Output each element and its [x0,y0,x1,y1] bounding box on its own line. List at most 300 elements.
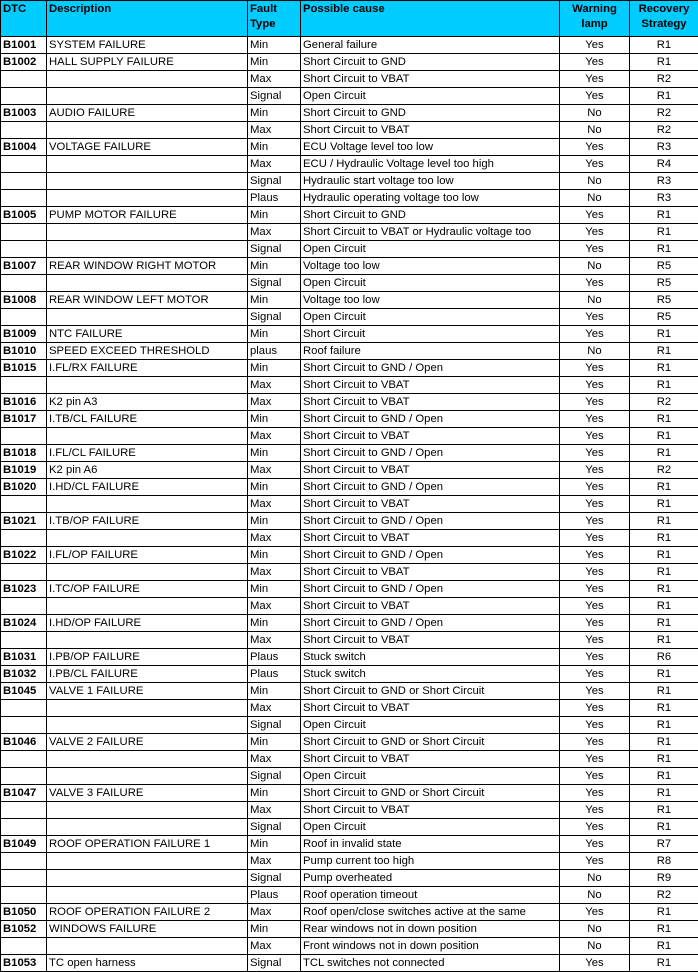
fault-type-cell: Signal [248,275,301,292]
recovery-strategy-cell: R1 [630,921,698,938]
recovery-strategy-cell: R1 [630,54,698,71]
fault-type-cell: Signal [248,819,301,836]
warning-lamp-cell: No [560,122,630,139]
possible-cause-cell: Short Circuit [301,326,560,343]
warning-lamp-cell: Yes [560,326,630,343]
warning-lamp-cell: Yes [560,904,630,921]
table-row [1,241,698,258]
table-row [1,649,698,666]
recovery-strategy-cell: R2 [630,71,698,88]
warning-lamp-cell: Yes [560,275,630,292]
warning-lamp-cell: Yes [560,853,630,870]
description-cell [47,632,248,649]
recovery-strategy-cell: R5 [630,275,698,292]
table-row [1,71,698,88]
recovery-strategy-cell: R7 [630,836,698,853]
warning-lamp-cell: Yes [560,445,630,462]
table-row [1,581,698,598]
recovery-strategy-cell: R1 [630,445,698,462]
description-cell: I.HD/CL FAILURE [47,479,248,496]
recovery-strategy-cell: R1 [630,938,698,955]
fault-type-cell: Plaus [248,666,301,683]
description-cell: PUMP MOTOR FAILURE [47,207,248,224]
warning-lamp-cell: Yes [560,360,630,377]
possible-cause-cell: Open Circuit [301,88,560,105]
recovery-strategy-cell: R1 [630,88,698,105]
description-cell: REAR WINDOW LEFT MOTOR [47,292,248,309]
dtc-cell [1,428,47,445]
recovery-strategy-cell: R1 [630,360,698,377]
table-row [1,360,698,377]
recovery-strategy-cell: R1 [630,819,698,836]
dtc-cell [1,717,47,734]
warning-lamp-cell: Yes [560,700,630,717]
dtc-cell [1,241,47,258]
description-cell: I.TC/OP FAILURE [47,581,248,598]
warning-lamp-cell: Yes [560,666,630,683]
description-cell [47,700,248,717]
description-cell: I.FL/CL FAILURE [47,445,248,462]
recovery-strategy-cell: R1 [630,513,698,530]
possible-cause-cell: Roof in invalid state [301,836,560,853]
recovery-strategy-cell: R1 [630,785,698,802]
description-cell [47,428,248,445]
recovery-strategy-cell: R1 [630,717,698,734]
fault-type-cell: Max [248,938,301,955]
recovery-strategy-cell: R1 [630,734,698,751]
table-row [1,139,698,156]
table-row [1,445,698,462]
table-row [1,411,698,428]
fault-type-cell: Max [248,564,301,581]
description-cell: VALVE 3 FAILURE [47,785,248,802]
fault-type-cell: Max [248,377,301,394]
warning-lamp-cell: Yes [560,683,630,700]
dtc-cell [1,190,47,207]
description-cell: I.FL/RX FAILURE [47,360,248,377]
description-cell [47,938,248,955]
table-row [1,343,698,360]
dtc-cell: B1050 [1,904,47,921]
description-cell [47,88,248,105]
warning-lamp-cell: No [560,190,630,207]
table-row [1,530,698,547]
recovery-strategy-cell: R1 [630,615,698,632]
possible-cause-cell: Open Circuit [301,241,560,258]
possible-cause-cell: Short Circuit to VBAT [301,700,560,717]
possible-cause-cell: Hydraulic start voltage too low [301,173,560,190]
warning-lamp-cell: Yes [560,734,630,751]
fault-type-cell: Max [248,156,301,173]
description-cell [47,751,248,768]
recovery-strategy-cell: R3 [630,139,698,156]
possible-cause-cell: Open Circuit [301,717,560,734]
fault-type-cell: Min [248,547,301,564]
dtc-cell [1,938,47,955]
description-cell [47,309,248,326]
dtc-cell [1,870,47,887]
recovery-strategy-cell: R1 [630,598,698,615]
recovery-strategy-cell: R1 [630,37,698,54]
warning-lamp-cell: No [560,343,630,360]
table-row [1,105,698,122]
possible-cause-cell: Roof open/close switches active at the same [301,904,560,921]
possible-cause-cell: Short Circuit to VBAT [301,598,560,615]
possible-cause-cell: Short Circuit to VBAT [301,564,560,581]
recovery-strategy-cell: R1 [630,207,698,224]
possible-cause-cell: Open Circuit [301,309,560,326]
possible-cause-cell: TCL switches not connected [301,955,560,972]
description-cell [47,853,248,870]
warning-lamp-cell: Yes [560,615,630,632]
possible-cause-cell: Voltage too low [301,258,560,275]
dtc-cell [1,819,47,836]
table-row [1,870,698,887]
possible-cause-cell: Voltage too low [301,292,560,309]
dtc-cell [1,156,47,173]
possible-cause-cell: Short Circuit to GND / Open [301,615,560,632]
fault-type-cell: Signal [248,768,301,785]
recovery-strategy-cell: R1 [630,666,698,683]
recovery-strategy-cell: R1 [630,411,698,428]
recovery-strategy-cell: R1 [630,479,698,496]
description-cell [47,717,248,734]
description-cell: K2 pin A6 [47,462,248,479]
dtc-cell [1,700,47,717]
description-cell: I.PB/OP FAILURE [47,649,248,666]
description-cell: TC open harness [47,955,248,972]
recovery-strategy-cell: R1 [630,700,698,717]
description-cell [47,819,248,836]
recovery-strategy-cell: R1 [630,224,698,241]
possible-cause-cell: Roof failure [301,343,560,360]
dtc-cell [1,224,47,241]
warning-lamp-cell: Yes [560,207,630,224]
warning-lamp-cell: Yes [560,71,630,88]
table-row [1,292,698,309]
dtc-cell: B1031 [1,649,47,666]
fault-type-cell: Max [248,853,301,870]
table-row [1,700,698,717]
description-cell [47,530,248,547]
dtc-cell [1,598,47,615]
dtc-cell: B1020 [1,479,47,496]
possible-cause-cell: ECU / Hydraulic Voltage level too high [301,156,560,173]
warning-lamp-cell: Yes [560,955,630,972]
description-cell [47,870,248,887]
dtc-cell: B1022 [1,547,47,564]
dtc-cell [1,802,47,819]
table-row [1,921,698,938]
recovery-strategy-cell: R1 [630,530,698,547]
dtc-cell: B1052 [1,921,47,938]
fault-type-cell: Min [248,836,301,853]
description-cell: VALVE 2 FAILURE [47,734,248,751]
table-row [1,122,698,139]
fault-type-cell: Min [248,360,301,377]
possible-cause-cell: Short Circuit to GND / Open [301,411,560,428]
possible-cause-cell: Short Circuit to GND or Short Circuit [301,785,560,802]
recovery-strategy-cell: R1 [630,241,698,258]
dtc-cell: B1015 [1,360,47,377]
possible-cause-cell: Pump current too high [301,853,560,870]
recovery-strategy-cell: R1 [630,547,698,564]
recovery-strategy-cell: R2 [630,105,698,122]
table-row [1,632,698,649]
table-row [1,683,698,700]
warning-lamp-cell: Yes [560,768,630,785]
fault-type-cell: Max [248,462,301,479]
warning-lamp-cell: Yes [560,37,630,54]
description-cell: ROOF OPERATION FAILURE 1 [47,836,248,853]
dtc-cell [1,853,47,870]
warning-lamp-cell: Yes [560,598,630,615]
possible-cause-cell: Open Circuit [301,275,560,292]
recovery-strategy-cell: R1 [630,326,698,343]
fault-type-cell: Signal [248,241,301,258]
dtc-cell [1,751,47,768]
dtc-cell [1,496,47,513]
recovery-strategy-cell: R1 [630,802,698,819]
table-row [1,258,698,275]
fault-type-cell: Min [248,37,301,54]
warning-lamp-cell: No [560,292,630,309]
warning-lamp-cell: Yes [560,564,630,581]
dtc-cell [1,173,47,190]
warning-lamp-cell: No [560,173,630,190]
warning-lamp-cell: Yes [560,224,630,241]
dtc-cell [1,377,47,394]
recovery-strategy-cell: R4 [630,156,698,173]
description-cell [47,802,248,819]
header-possible-cause: Possible cause [301,1,560,37]
dtc-cell [1,309,47,326]
fault-type-cell: Max [248,632,301,649]
table-row [1,819,698,836]
fault-type-cell: Signal [248,870,301,887]
warning-lamp-cell: Yes [560,462,630,479]
dtc-cell: B1017 [1,411,47,428]
fault-type-cell: Min [248,105,301,122]
fault-type-cell: Max [248,394,301,411]
dtc-cell: B1024 [1,615,47,632]
possible-cause-cell: Stuck switch [301,666,560,683]
fault-type-cell: Max [248,122,301,139]
description-cell: I.HD/OP FAILURE [47,615,248,632]
warning-lamp-cell: Yes [560,530,630,547]
warning-lamp-cell: Yes [560,139,630,156]
possible-cause-cell: Front windows not in down position [301,938,560,955]
table-row [1,938,698,955]
possible-cause-cell: Short Circuit to VBAT [301,71,560,88]
table-body [1,37,698,972]
dtc-cell: B1018 [1,445,47,462]
table-row [1,666,698,683]
possible-cause-cell: Short Circuit to GND / Open [301,479,560,496]
recovery-strategy-cell: R6 [630,649,698,666]
recovery-strategy-cell: R1 [630,768,698,785]
table-row [1,785,698,802]
table-row [1,547,698,564]
fault-type-cell: Max [248,428,301,445]
fault-type-cell: Min [248,292,301,309]
description-cell: I.TB/CL FAILURE [47,411,248,428]
warning-lamp-cell: Yes [560,649,630,666]
recovery-strategy-cell: R3 [630,190,698,207]
fault-type-cell: Min [248,326,301,343]
possible-cause-cell: Short Circuit to VBAT [301,496,560,513]
table-row [1,513,698,530]
table-row [1,751,698,768]
table-row [1,207,698,224]
fault-type-cell: Max [248,71,301,88]
header-dtc: DTC [1,1,47,37]
dtc-cell: B1047 [1,785,47,802]
description-cell [47,377,248,394]
possible-cause-cell: Short Circuit to VBAT [301,122,560,139]
warning-lamp-cell: Yes [560,751,630,768]
fault-type-cell: Signal [248,717,301,734]
possible-cause-cell: Short Circuit to VBAT [301,802,560,819]
possible-cause-cell: Pump overheated [301,870,560,887]
description-cell [47,156,248,173]
warning-lamp-cell: Yes [560,394,630,411]
recovery-strategy-cell: R1 [630,904,698,921]
possible-cause-cell: Hydraulic operating voltage too low [301,190,560,207]
warning-lamp-cell: Yes [560,156,630,173]
table-row [1,955,698,972]
possible-cause-cell: Short Circuit to VBAT [301,632,560,649]
fault-type-cell: Max [248,224,301,241]
description-cell: REAR WINDOW RIGHT MOTOR [47,258,248,275]
warning-lamp-cell: Yes [560,309,630,326]
description-cell [47,190,248,207]
possible-cause-cell: Short Circuit to GND / Open [301,513,560,530]
dtc-cell [1,122,47,139]
recovery-strategy-cell: R1 [630,632,698,649]
fault-type-cell: Plaus [248,649,301,666]
table-row [1,802,698,819]
header-recovery-strategy: Recovery Strategy [630,1,698,37]
description-cell: NTC FAILURE [47,326,248,343]
fault-type-cell: Min [248,207,301,224]
recovery-strategy-cell: R1 [630,751,698,768]
table-row [1,377,698,394]
table-row [1,462,698,479]
description-cell: WINDOWS FAILURE [47,921,248,938]
possible-cause-cell: General failure [301,37,560,54]
possible-cause-cell: Short Circuit to GND / Open [301,445,560,462]
fault-type-cell: Max [248,700,301,717]
table-row [1,717,698,734]
warning-lamp-cell: Yes [560,785,630,802]
possible-cause-cell: Short Circuit to GND [301,54,560,71]
dtc-cell [1,530,47,547]
description-cell [47,173,248,190]
possible-cause-cell: Short Circuit to GND [301,105,560,122]
description-cell: SYSTEM FAILURE [47,37,248,54]
warning-lamp-cell: Yes [560,717,630,734]
dtc-cell: B1005 [1,207,47,224]
description-cell [47,71,248,88]
fault-type-cell: Max [248,751,301,768]
header-row [1,1,698,37]
fault-type-cell: Min [248,445,301,462]
fault-type-cell: Min [248,479,301,496]
possible-cause-cell: Short Circuit to VBAT [301,377,560,394]
table-row [1,309,698,326]
header-fault-type: Fault Type [248,1,301,37]
table-row [1,904,698,921]
table-row [1,836,698,853]
fault-type-cell: Min [248,785,301,802]
possible-cause-cell: Open Circuit [301,768,560,785]
table-row [1,496,698,513]
warning-lamp-cell: Yes [560,54,630,71]
warning-lamp-cell: Yes [560,428,630,445]
dtc-cell: B1008 [1,292,47,309]
dtc-cell: B1019 [1,462,47,479]
table-row [1,156,698,173]
dtc-cell: B1016 [1,394,47,411]
warning-lamp-cell: Yes [560,836,630,853]
table-row [1,615,698,632]
table-row [1,37,698,54]
dtc-cell: B1007 [1,258,47,275]
fault-type-cell: Min [248,615,301,632]
possible-cause-cell: Short Circuit to GND / Open [301,547,560,564]
warning-lamp-cell: Yes [560,547,630,564]
description-cell [47,275,248,292]
dtc-cell: B1003 [1,105,47,122]
description-cell: I.PB/CL FAILURE [47,666,248,683]
warning-lamp-cell: Yes [560,479,630,496]
fault-type-cell: Min [248,921,301,938]
dtc-cell: B1045 [1,683,47,700]
warning-lamp-cell: Yes [560,241,630,258]
description-cell [47,564,248,581]
fault-type-cell: Max [248,496,301,513]
possible-cause-cell: Short Circuit to GND or Short Circuit [301,734,560,751]
fault-type-cell: Max [248,598,301,615]
table-row [1,853,698,870]
recovery-strategy-cell: R1 [630,955,698,972]
fault-type-cell: Min [248,139,301,156]
fault-type-cell: Signal [248,173,301,190]
possible-cause-cell: Short Circuit to VBAT [301,530,560,547]
fault-type-cell: Max [248,802,301,819]
warning-lamp-cell: Yes [560,377,630,394]
table-row [1,54,698,71]
description-cell [47,241,248,258]
warning-lamp-cell: No [560,105,630,122]
possible-cause-cell: Short Circuit to VBAT [301,394,560,411]
description-cell: AUDIO FAILURE [47,105,248,122]
dtc-cell [1,71,47,88]
description-cell [47,122,248,139]
recovery-strategy-cell: R1 [630,581,698,598]
description-cell [47,598,248,615]
description-cell [47,224,248,241]
header-warning-lamp: Warning lamp [560,1,630,37]
warning-lamp-cell: Yes [560,802,630,819]
warning-lamp-cell: Yes [560,496,630,513]
table-row [1,428,698,445]
warning-lamp-cell: No [560,921,630,938]
dtc-cell [1,887,47,904]
possible-cause-cell: Short Circuit to GND / Open [301,360,560,377]
table-row [1,564,698,581]
